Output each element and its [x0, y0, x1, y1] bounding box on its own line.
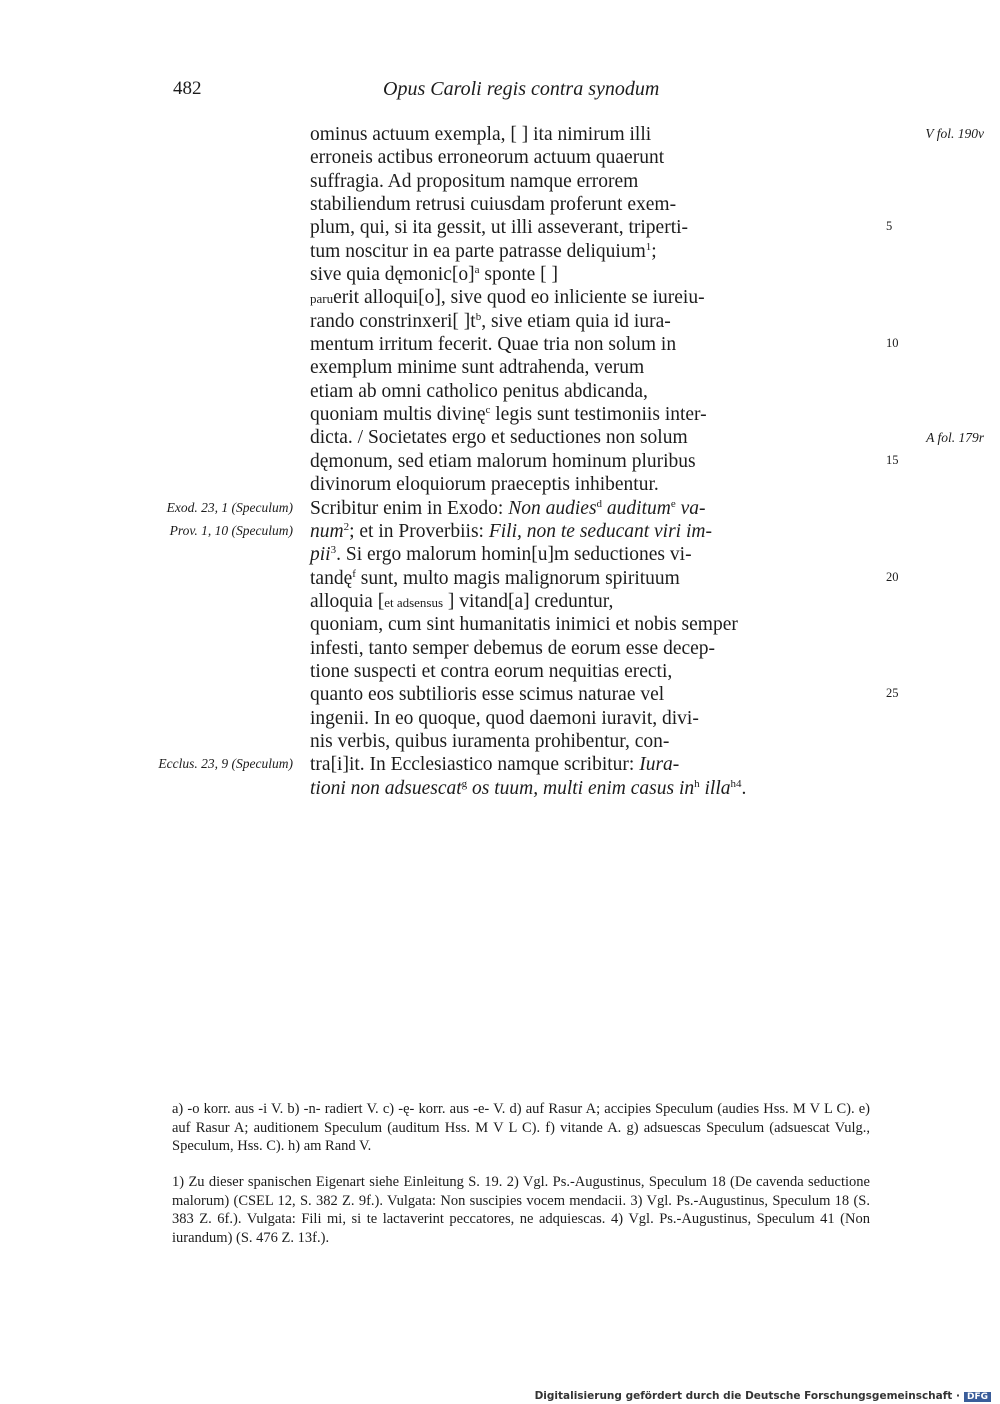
- text-segment: ] vitand[a] creduntur,: [443, 590, 614, 612]
- text-segment: 4): [605, 1211, 629, 1227]
- text-line: [310, 683, 790, 706]
- text-line: [310, 613, 790, 636]
- text-segment: Hss. M V L C).: [763, 1101, 855, 1117]
- text-segment: ) (CSEL 12, S. 382 Z. 9f.). Vulgata:: [224, 1192, 437, 1209]
- text-segment: alloquia [: [310, 590, 385, 612]
- text-segment: quanto eos subtilioris esse scimus naturae vel: [310, 684, 665, 706]
- text-segment: a: [474, 264, 480, 277]
- running-head: Opus Caroli regis contra synodum: [383, 78, 660, 100]
- text-segment: plum, qui, si ita gessit, ut illi asseverant, triperti-: [310, 217, 689, 239]
- text-segment: auditum: [392, 1119, 445, 1136]
- text-segment: ingenii. In eo quoque, quod daemoni iuravit, divi-: [310, 707, 699, 729]
- biblical-reference: Prov. 1, 10 (Speculum): [169, 522, 293, 538]
- text-segment: dęmonum, sed etiam malorum hominum pluribus: [310, 450, 696, 472]
- text-segment: auditionem: [248, 1119, 325, 1136]
- text-segment: auditum: [602, 497, 671, 519]
- text-segment: Vgl. Ps.-Augustinus, Speculum 41 (: [628, 1211, 846, 1227]
- text-segment: 3: [330, 544, 337, 557]
- text-line: [310, 450, 790, 473]
- text-segment: f: [352, 567, 356, 580]
- footer-credit: [535, 1390, 991, 1402]
- text-segment: ominus actuum exempla, [ ] ita nimirum illi: [310, 124, 652, 145]
- text-segment: tum noscitur in ea parte patrasse deliquium: [310, 240, 646, 262]
- text-segment: accipies: [600, 1101, 656, 1117]
- text-segment: e): [854, 1101, 870, 1117]
- text-segment: in: [678, 777, 695, 799]
- text-segment: nis verbis, quibus iuramenta prohibentur, con-: [310, 730, 670, 752]
- text-line: [310, 286, 790, 309]
- text-segment: ; et in Proverbiis:: [349, 520, 489, 542]
- text-segment: h: [694, 777, 700, 790]
- text-line: [310, 730, 790, 753]
- text-line: [310, 123, 790, 146]
- text-segment: ;: [651, 240, 657, 262]
- text-line: [310, 567, 790, 590]
- text-line: [310, 216, 790, 239]
- text-segment: erroneis actibus erroneorum actuum quaerunt: [310, 147, 665, 169]
- text-segment: legis sunt testimoniis inter-: [490, 404, 707, 426]
- text-segment: Hss. M V L C).: [444, 1119, 541, 1136]
- text-segment: h): [284, 1138, 304, 1154]
- text-segment: infesti, tanto semper debemus de eorum esse decep-: [310, 637, 716, 659]
- text-segment: rando constrinxeri[ ]t: [310, 310, 476, 332]
- text-segment: 2): [502, 1174, 523, 1190]
- text-segment: Speculum (: [655, 1101, 723, 1117]
- text-segment: paru: [310, 291, 334, 307]
- text-line: [310, 543, 790, 566]
- text-segment: Non iurandum: [172, 1211, 870, 1246]
- text-segment: .: [741, 777, 747, 799]
- text-segment: -i: [254, 1101, 272, 1117]
- line-number: 25: [886, 686, 899, 701]
- text-segment: V.: [271, 1101, 284, 1117]
- text-segment: audies: [722, 1101, 764, 1117]
- text-segment: d): [505, 1101, 526, 1117]
- folio-reference: V fol. 190v: [925, 126, 984, 141]
- text-segment: Vgl. Ps.-Augustinus, Speculum 18 (S. 383 Z. 6f.). Vulgata:: [172, 1192, 870, 1227]
- text-line: [310, 660, 790, 683]
- footer-text: Digitalisierung gefördert durch die Deutsche Forschungsgemeinschaft ·: [534, 1390, 960, 1402]
- text-line: [310, 497, 790, 520]
- source-notes: [172, 1173, 870, 1247]
- text-segment: dicta. / Societates ergo et seductiones non solum: [310, 427, 688, 449]
- text-line: [310, 380, 790, 403]
- text-segment: g: [461, 777, 468, 790]
- text-line: [310, 333, 790, 356]
- text-segment: etiam ab omni catholico penitus abdicanda,: [310, 380, 648, 402]
- text-segment: c: [485, 404, 491, 417]
- text-segment: f) vitande: [540, 1119, 608, 1136]
- text-segment: exemplum minime sunt adtrahenda, verum: [310, 357, 645, 379]
- text-segment: c) -ę-: [378, 1101, 419, 1117]
- text-segment: Fili, non te seducant viri im-: [488, 520, 712, 542]
- text-segment: -e-: [468, 1101, 494, 1117]
- line-number: 15: [886, 452, 899, 467]
- text-segment: auf Rasur A;: [525, 1101, 601, 1117]
- text-segment: quoniam multis divinę: [310, 404, 486, 426]
- text-line: [310, 193, 790, 216]
- text-line: [310, 356, 790, 379]
- text-segment: tioni non adsuescat: [310, 777, 462, 799]
- text-line: [310, 590, 790, 613]
- text-segment: tra[i]it. In Ecclesiastico namque scribitur:: [310, 754, 640, 776]
- text-segment: va-: [675, 497, 706, 519]
- text-segment: radiert V.: [324, 1101, 379, 1117]
- text-segment: tandę: [310, 567, 353, 589]
- text-segment: b) -n-: [283, 1101, 325, 1117]
- text-segment: tione suspecti et contra eorum nequitias erecti,: [310, 660, 673, 682]
- text-segment: . Si ergo malorum homin[u]m seductiones vi-: [336, 544, 692, 566]
- text-line: [310, 637, 790, 660]
- critical-apparatus: [172, 1100, 870, 1156]
- text-segment: Vgl. Ps.-Augustinus, Speculum 18 (: [522, 1174, 735, 1190]
- text-segment: sunt, multo magis malignorum spirituum: [355, 567, 680, 589]
- text-line: [310, 707, 790, 730]
- line-number: 10: [886, 336, 899, 351]
- line-number: 5: [886, 219, 893, 234]
- text-segment: erit alloqui[o], sive quod eo inliciente se iureiu-: [333, 287, 705, 309]
- text-segment: , sive etiam quia id iura-: [481, 310, 671, 332]
- text-line: [310, 473, 790, 496]
- text-segment: b: [475, 310, 482, 323]
- text-line: [310, 753, 790, 776]
- text-segment: Fili mi, si te lactaverint peccatores, ne adquiescas.: [295, 1211, 606, 1227]
- text-segment: g) adsuescas: [621, 1119, 707, 1136]
- text-segment: Non audies: [508, 497, 597, 519]
- text-segment: stabiliendum retrusi cuiusdam proferunt exem-: [310, 194, 677, 216]
- text-segment: Zu dieser spanischen Eigenart siehe Einleitung S. 19.: [188, 1174, 503, 1190]
- folio-reference: A fol. 179r: [926, 429, 984, 445]
- text-segment: A.: [607, 1119, 622, 1136]
- text-segment: os tuum, multi enim casus: [467, 777, 679, 799]
- text-line: [310, 426, 790, 449]
- text-segment: 1): [172, 1174, 189, 1190]
- text-line: [310, 240, 790, 263]
- text-line: [310, 777, 790, 800]
- text-segment: mentum irritum fecerit. Quae tria non solum in: [310, 334, 677, 356]
- text-segment: num: [310, 520, 344, 542]
- text-segment: suffragia. Ad propositum namque errorem: [310, 170, 639, 192]
- text-segment: h4: [730, 777, 742, 790]
- text-segment: Speculum (: [706, 1119, 775, 1136]
- text-segment: V.: [493, 1101, 506, 1117]
- text-segment: Non suscipies vocem mendacii.: [436, 1192, 631, 1209]
- text-line: [310, 403, 790, 426]
- text-line: [310, 520, 790, 543]
- text-segment: e: [670, 497, 676, 510]
- text-segment: et adsensus: [384, 594, 444, 610]
- text-segment: am Rand V.: [303, 1138, 372, 1154]
- text-segment: pii: [310, 544, 331, 566]
- text-line: [310, 146, 790, 169]
- text-segment: auf Rasur A;: [172, 1119, 249, 1136]
- text-segment: korr. aus: [203, 1101, 255, 1117]
- dfg-logo: DFG: [964, 1392, 991, 1402]
- text-segment: ) (S. 476 Z. 13f.).: [227, 1229, 330, 1246]
- text-segment: d: [596, 497, 603, 510]
- text-segment: a) -o: [172, 1101, 204, 1117]
- text-segment: 3): [630, 1192, 647, 1209]
- main-text-block: [310, 123, 790, 800]
- text-segment: illa: [699, 777, 731, 799]
- text-line: [310, 263, 790, 286]
- text-segment: Speculum (: [324, 1119, 393, 1136]
- text-segment: korr. aus: [418, 1101, 469, 1117]
- text-segment: 1: [645, 240, 652, 253]
- text-segment: sponte [ ]: [479, 264, 559, 286]
- text-segment: 2: [343, 520, 350, 533]
- text-segment: De cavenda seductione malorum: [172, 1174, 870, 1209]
- line-number: 20: [886, 569, 899, 584]
- page-number: 482: [173, 78, 202, 99]
- text-segment: Scribitur enim in Exodo:: [310, 497, 509, 519]
- biblical-reference: Exod. 23, 1 (Speculum): [166, 499, 293, 515]
- text-segment: sive quia dęmonic[o]: [310, 264, 475, 286]
- text-segment: Iura-: [639, 754, 680, 776]
- text-segment: adsuescat: [774, 1119, 835, 1136]
- text-line: [310, 170, 790, 193]
- text-segment: Vulg., Speculum, Hss. C).: [172, 1119, 870, 1154]
- biblical-reference: Ecclus. 23, 9 (Speculum): [158, 756, 293, 772]
- text-line: [310, 310, 790, 333]
- text-segment: divinorum eloquiorum praeceptis inhibentur.: [310, 474, 659, 496]
- text-segment: quoniam, cum sint humanitatis inimici et nobis semper: [310, 614, 738, 636]
